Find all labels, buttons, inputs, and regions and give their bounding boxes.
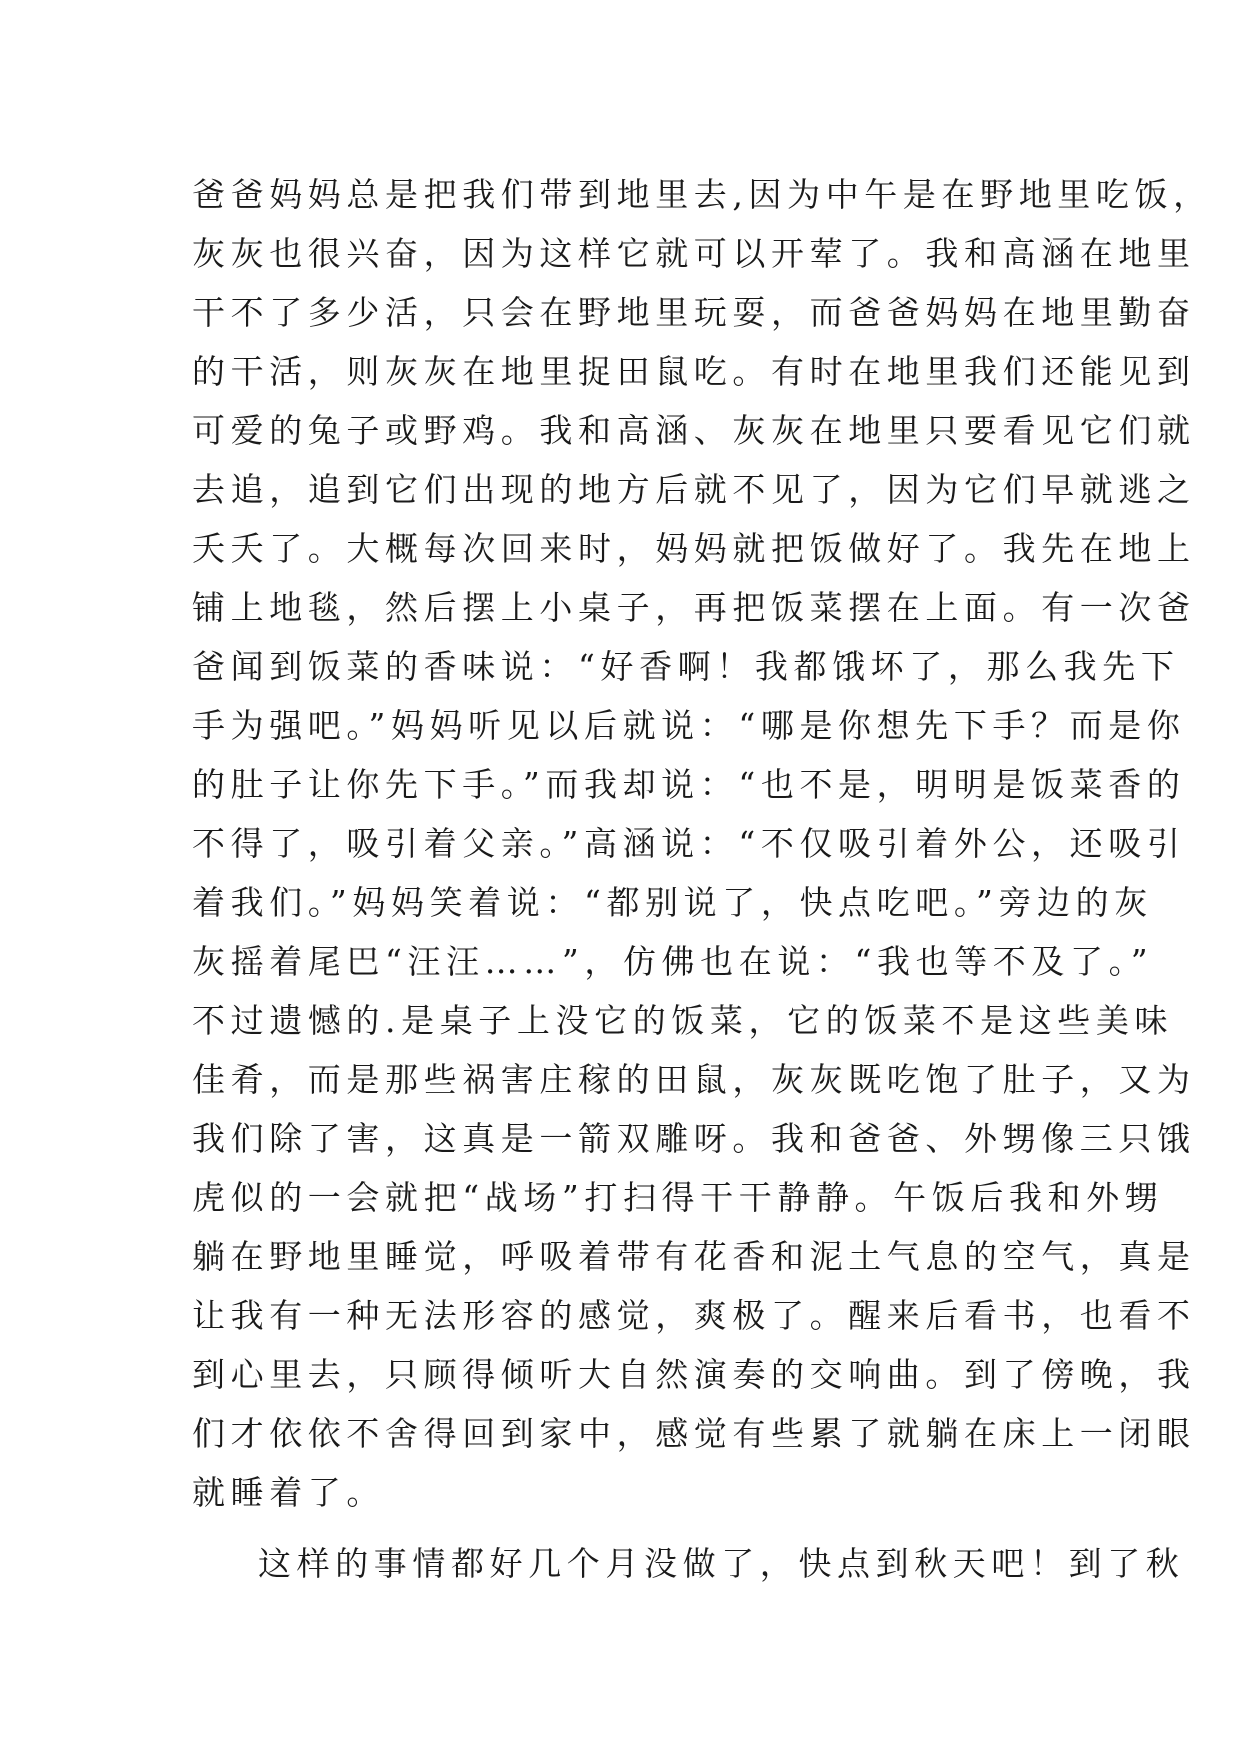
text-line-14: 灰摇着尾巴“汪汪……”，仿佛也在说：“我也等不及了。” bbox=[192, 942, 1154, 981]
text-line-10: 手为强吧。”妈妈听见以后就说：“哪是你想先下手？而是你 bbox=[192, 706, 1186, 745]
text-line-3: 干不了多少活，只会在野地里玩耍，而爸爸妈妈在地里勤奋 bbox=[192, 293, 1196, 332]
text-line-19: 躺在野地里睡觉，呼吸着带有花香和泥土气息的空气，真是 bbox=[192, 1237, 1196, 1276]
text-line-1: 爸爸妈妈总是把我们带到地里去,因为中午是在野地里吃饭， bbox=[192, 175, 1212, 214]
text-line-17: 我们除了害，这真是一箭双雕呀。我和爸爸、外甥像三只饿 bbox=[192, 1119, 1196, 1158]
text-line-7: 夭夭了。大概每次回来时，妈妈就把饭做好了。我先在地上 bbox=[192, 529, 1196, 568]
text-line-5: 可爱的兔子或野鸡。我和高涵、灰灰在地里只要看见它们就 bbox=[192, 411, 1196, 450]
text-line-9: 爸闻到饭菜的香味说：“好香啊！我都饿坏了，那么我先下 bbox=[192, 647, 1180, 686]
text-line-11: 的肚子让你先下手。”而我却说：“也不是，明明是饭菜香的 bbox=[192, 765, 1186, 804]
text-line-2: 灰灰也很兴奋，因为这样它就可以开荤了。我和高涵在地里 bbox=[192, 234, 1196, 273]
text-line-22: 们才依依不舍得回到家中，感觉有些累了就躺在床上一闭眼 bbox=[192, 1414, 1196, 1453]
text-line-13: 着我们。”妈妈笑着说：“都别说了，快点吃吧。”旁边的灰 bbox=[192, 883, 1153, 922]
text-line-21: 到心里去，只顾得倾听大自然演奏的交响曲。到了傍晚，我 bbox=[192, 1355, 1196, 1394]
text-line-23: 就睡着了。 bbox=[192, 1473, 385, 1512]
text-line-15: 不过遗憾的.是桌子上没它的饭菜，它的饭菜不是这些美味 bbox=[192, 1001, 1174, 1040]
text-line-18: 虎似的一会就把“战场”打扫得干干静静。午饭后我和外甥 bbox=[192, 1178, 1164, 1217]
text-line-20: 让我有一种无法形容的感觉，爽极了。醒来后看书，也看不 bbox=[192, 1296, 1196, 1335]
text-line-12: 不得了，吸引着父亲。”高涵说：“不仅吸引着外公，还吸引 bbox=[192, 824, 1186, 863]
text-line-4: 的干活，则灰灰在地里捉田鼠吃。有时在地里我们还能见到 bbox=[192, 352, 1196, 391]
text-line-24-paragraph-start: 这样的事情都好几个月没做了，快点到秋天吧！到了秋 bbox=[258, 1544, 1185, 1583]
text-line-6: 去追，追到它们出现的地方后就不见了，因为它们早就逃之 bbox=[192, 470, 1196, 509]
text-line-16: 佳肴，而是那些祸害庄稼的田鼠，灰灰既吃饱了肚子，又为 bbox=[192, 1060, 1196, 1099]
text-line-8: 铺上地毯，然后摆上小桌子，再把饭菜摆在上面。有一次爸 bbox=[192, 588, 1196, 627]
body-text bbox=[192, 165, 1212, 1593]
